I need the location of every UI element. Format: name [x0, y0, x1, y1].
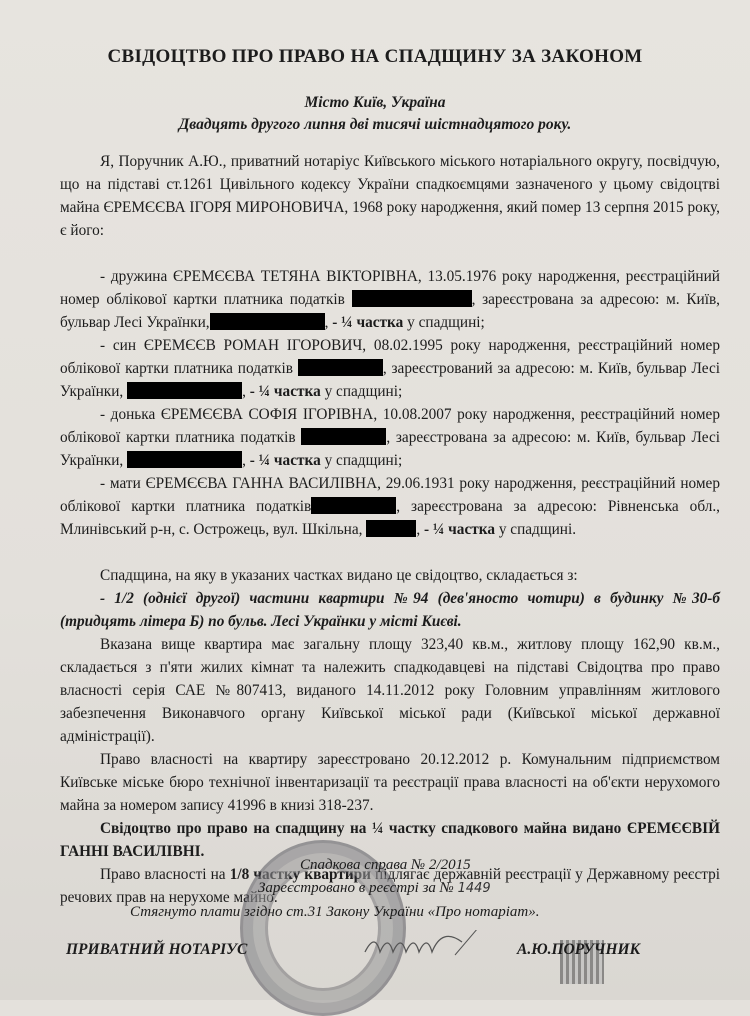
fee-line: Стягнуто плати згідно ст.31 Закону України «Про нотаріат». — [130, 904, 540, 920]
redaction — [127, 451, 242, 468]
registry-number: 1449 — [457, 881, 491, 896]
redaction — [210, 313, 325, 330]
notary-name: А.Ю.ПОРУЧНИК — [517, 941, 641, 958]
redaction — [311, 497, 396, 514]
heir-entry: - син ЄРЕМЄЄВ РОМАН ІГОРОВИЧ, 08.02.1995 року народження, реєстраційний номер облікової картки платника податків , зареєстрований за адресою: м. Київ, бульвар Лесі Українки, , - ¼ частка у спадщині; — [60, 337, 721, 400]
issued-to: Свідоцтво про право на спадщину на ¼ частку спадкового майна видано ЄРЕМЄЄВІЙ ГАННІ ВАСИЛІВНІ. — [60, 820, 720, 860]
notary-label: ПРИВАТНИЙ НОТАРІУС — [66, 941, 248, 958]
apartment-description: Вказана вище квартира має загальну площу 323,40 кв.м., житлову площу 162,90 кв.м., складається з п'яти жилих кімнат та належить спадкодавцеві на підставі Свідоцтва про право власності серія САЕ №807413, виданого 14.11.2012 року Головним управлінням житлового забезпечення Виконавчого органу Київської міської ради (Київської міської державної адміністрації). — [60, 636, 720, 745]
document-city: Місто Київ, Україна — [304, 94, 446, 111]
redaction — [352, 290, 472, 307]
document-date: Двадцять другого липня дві тисячі шістнадцятого року. — [178, 116, 572, 133]
document-body — [60, 150, 720, 909]
estate-item: - 1/2 (однієї другої) частини квартири №94 (дев'яносто чотири) в будинку №30-б (тридцять літера Б) по бульв. Лесі Українки у місті Києві. — [60, 590, 720, 630]
document-title: СВІДОЦТВО ПРО ПРАВО НА СПАДЩИНУ ЗА ЗАКОНОМ — [107, 46, 643, 67]
case-number: Спадкова справа № 2/2015 — [300, 857, 471, 873]
ownership-registration: Право власності на квартиру зареєстровано 20.12.2012 р. Комунальним підприємством Київське міське бюро технічної інвентаризації та реєстрації права власності на об'єкти нерухомого майна за номером запису 41996 в книзі 318-237. — [60, 751, 720, 814]
redaction — [301, 428, 386, 445]
registry-line: Зареєстровано в реєстрі за № 1449 — [258, 880, 491, 896]
signature — [360, 930, 490, 960]
redaction — [298, 359, 383, 376]
heir-entry: - мати ЄРЕМЄЄВА ГАННА ВАСИЛІВНА, 29.06.1931 року народження, реєстраційний номер облікової картки платника податків , зареєстрована за адресою: Рівненська обл., Млинівський р-н, с. Острожець, вул. Шкільна, , - ¼ частка у спадщині. — [60, 475, 721, 538]
state-registration: Право власності на 1/8 частку квартири підлягає державній реєстрації у Державному реєстрі речових прав на нерухоме майно. — [60, 866, 720, 906]
heir-entry: - донька ЄРЕМЄЄВА СОФІЯ ІГОРІВНА, 10.08.2007 року народження, реєстраційний номер облікової картки платника податків , зареєстрована за адресою: м. Київ, бульвар Лесі Українки, , - ¼ частка у спадщині; — [60, 406, 721, 469]
estate-intro: Спадщина, на яку в указаних частках видано це свідоцтво, складається з: — [100, 567, 578, 584]
intro-paragraph: Я, Поручник А.Ю., приватний нотаріус Київського міського нотаріального округу, посвідчую, що на підставі ст.1261 Цивільного кодексу України спадкоємцями зазначеного у цьому свідоцтві майна ЄРЕМЄЄВА ІГОРЯ МИРОНОВИЧА, 1968 року народження, який помер 13 серпня 2015 року, є його: — [60, 153, 720, 239]
heir-entry: - дружина ЄРЕМЄЄВА ТЕТЯНА ВІКТОРІВНА, 13.05.1976 року народження, реєстраційний номер облікової картки платника податків , зареєстрована за адресою: м. Київ, бульвар Лесі Українки, , - ¼ частка у спадщині; — [60, 268, 720, 331]
redaction — [127, 382, 242, 399]
redaction — [366, 520, 416, 537]
